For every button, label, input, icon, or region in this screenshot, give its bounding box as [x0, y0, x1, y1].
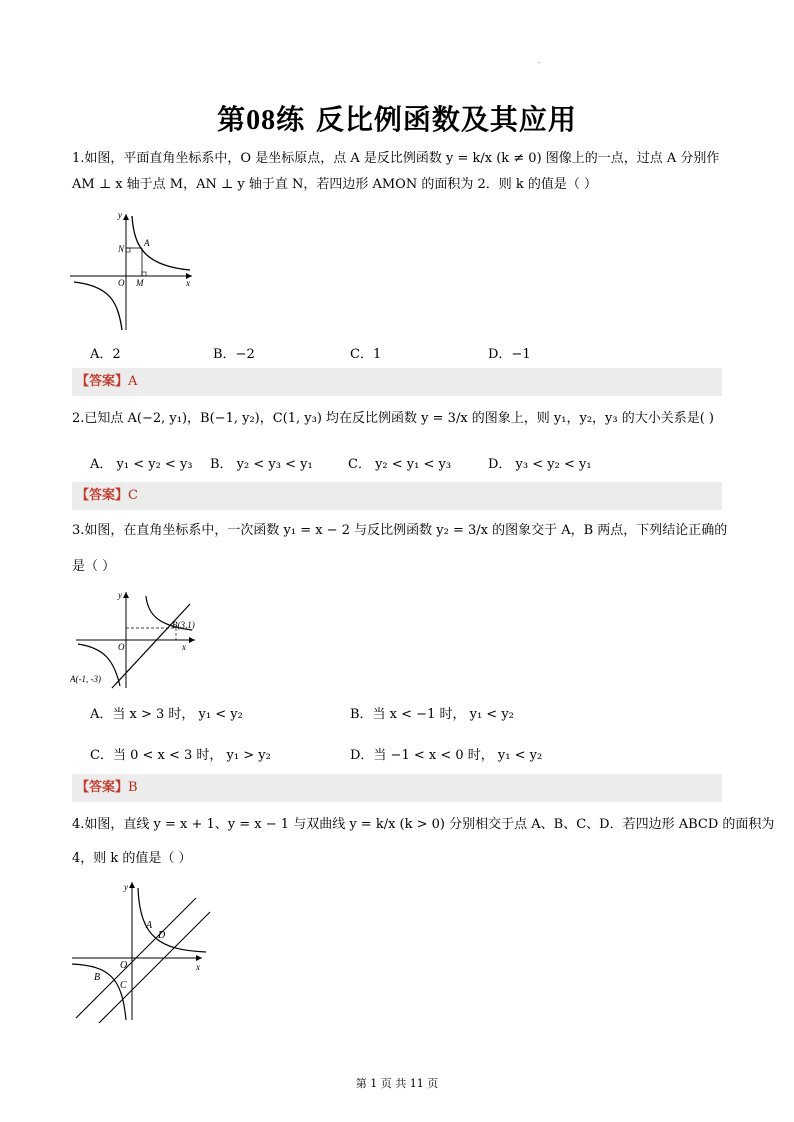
q3-option-d[interactable]: D．当 −1 < x < 0 时， y₁ < y₂: [350, 748, 543, 763]
q1-curve-right: [132, 216, 190, 270]
q3-option-b[interactable]: B．当 x < −1 时， y₁ < y₂: [350, 707, 514, 722]
q1-option-c[interactable]: C．1: [350, 347, 382, 362]
q1-option-a[interactable]: A．2: [90, 347, 121, 362]
q4-label-x: x: [196, 962, 200, 972]
q2-line1: 2.已知点 A(−2, y₁)，B(−1, y₂)，C(1, y₃) 均在反比例函数 y = 3/x 的图象上，则 y₁，y₂，y₃ 的大小关系是( ): [72, 411, 715, 426]
question-2: [72, 406, 724, 432]
q2-answer-label: 【答案】: [76, 488, 129, 503]
q4-label-A: A: [146, 920, 153, 931]
title-rest: 练 反比例函数及其应用: [276, 103, 577, 136]
q1-option-d[interactable]: D．−1: [488, 347, 531, 362]
q1-label-x: x: [186, 278, 190, 288]
q3-answer-value: B: [128, 780, 138, 795]
question-3: [72, 518, 728, 580]
q1-label-N: N: [118, 244, 125, 254]
q1-answer-bar: [72, 368, 722, 396]
q1-answer-label: 【答案】: [76, 374, 129, 389]
q4-line1: 4.如图，直线 y = x + 1、y = x − 1 与双曲线 y = k/x (k > 0) 分别相交于点 A、B、C、D．若四边形 ABCD 的面积为: [72, 817, 775, 832]
q3-x-arrow: [189, 637, 195, 643]
q1-line2: AM ⊥ x 轴于点 M，AN ⊥ y 轴于直 N，若四边形 AMON 的面积为 2．则 k 的值是（ ）: [72, 177, 598, 192]
q1-right-angle-N: [126, 248, 130, 252]
q4-label-C: C: [120, 980, 127, 991]
q2-option-b[interactable]: B． y₂ < y₃ < y₁: [210, 457, 313, 472]
q1-answer-value: A: [128, 374, 138, 389]
header-dot: .: [538, 58, 540, 65]
q3-label-A: A(-1, -3): [70, 674, 101, 684]
q3-option-c[interactable]: C．当 0 < x < 3 时， y₁ > y₂: [90, 748, 271, 763]
q3-y-arrow: [123, 592, 129, 598]
q4-figure: [70, 878, 215, 1023]
q4-label-O: O: [120, 960, 128, 971]
q1-label-A: A: [144, 238, 150, 248]
q4-label-y: y: [124, 882, 128, 892]
q3-figure: [70, 588, 205, 693]
q2-option-c[interactable]: C． y₂ < y₁ < y₃: [348, 457, 452, 472]
q2-option-d[interactable]: D． y₃ < y₂ < y₁: [488, 457, 592, 472]
q3-label-O: O: [118, 642, 125, 652]
question-1: [72, 146, 724, 198]
q1-figure: [70, 208, 200, 333]
page-footer: 第 1 页 共 11 页: [355, 1077, 439, 1090]
q2-option-a[interactable]: A． y₁ < y₂ < y₃: [90, 457, 193, 472]
q4-label-B: B: [94, 972, 101, 983]
q2-answer-value: C: [128, 488, 138, 503]
title-prefix: 第: [217, 103, 247, 136]
q1-option-b[interactable]: B．−2: [213, 347, 255, 362]
q4-x-arrow: [196, 955, 202, 961]
question-4: [72, 812, 775, 872]
q3-line2: 是（ ）: [72, 559, 116, 574]
q3-line1: 3.如图，在直角坐标系中，一次函数 y₁ = x − 2 与反比例函数 y₂ = 3/x 的图象交于 A，B 两点，下列结论正确的: [72, 523, 728, 538]
q4-label-D: D: [158, 930, 166, 941]
q2-answer-bar: [72, 482, 722, 510]
q3-answer-bar: [72, 774, 722, 802]
q3-label-B: B(3,1): [172, 620, 195, 630]
q1-line1: 1.如图，平面直角坐标系中，O 是坐标原点，点 A 是反比例函数 y = k/x (k ≠ 0) 图像上的一点，过点 A 分别作: [72, 151, 720, 166]
q1-label-y: y: [118, 210, 122, 220]
q3-label-y: y: [118, 590, 122, 600]
q1-right-angle-M: [142, 272, 146, 276]
q3-option-a[interactable]: A．当 x > 3 时， y₁ < y₂: [90, 707, 243, 722]
q3-label-x: x: [182, 642, 186, 652]
q4-y-arrow: [129, 882, 135, 888]
q4-line2: 4，则 k 的值是（ ）: [72, 851, 192, 866]
q3-answer-label: 【答案】: [76, 780, 129, 795]
q1-label-O: O: [118, 278, 125, 288]
title-number: 08: [246, 105, 277, 136]
q1-y-arrow: [123, 214, 129, 220]
q1-curve-left: [74, 282, 122, 330]
q1-label-M: M: [136, 278, 144, 288]
page-title: [0, 98, 794, 138]
